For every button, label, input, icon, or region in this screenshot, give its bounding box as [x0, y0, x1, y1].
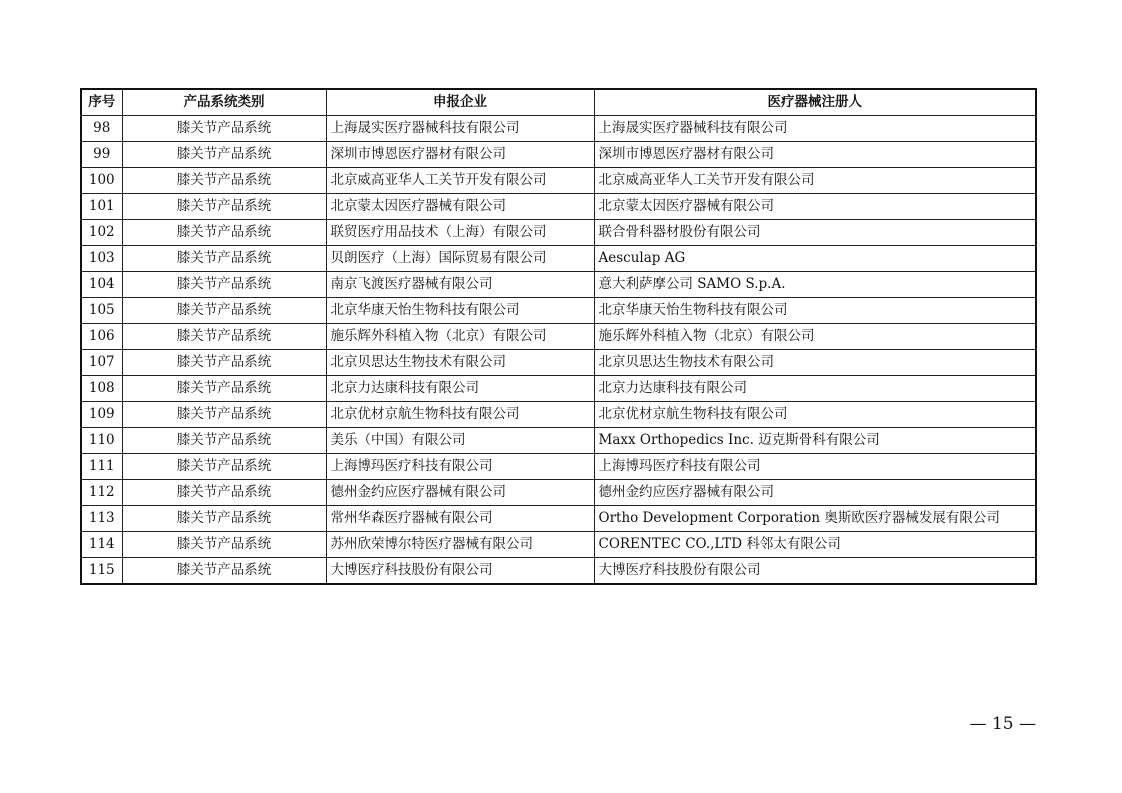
- serial-number-cell: 104: [81, 272, 122, 298]
- page-number: — 15 —: [969, 714, 1036, 734]
- serial-number-cell: 115: [81, 558, 122, 585]
- applicant-enterprise-cell: 德州金约应医疗器械有限公司: [326, 480, 594, 506]
- serial-number-cell: 102: [81, 220, 122, 246]
- header-row: [81, 89, 1036, 116]
- product-category-cell: 膝关节产品系统: [122, 220, 326, 246]
- serial-number-cell: 105: [81, 298, 122, 324]
- applicant-enterprise-cell: 北京优材京航生物科技有限公司: [326, 402, 594, 428]
- device-registrant-cell: 上海晟实医疗器械科技有限公司: [594, 116, 1036, 142]
- header-serial-number: 序号: [81, 89, 122, 116]
- applicant-enterprise-cell: 上海晟实医疗器械科技有限公司: [326, 116, 594, 142]
- applicant-enterprise-cell: 大博医疗科技股份有限公司: [326, 558, 594, 585]
- applicant-enterprise-cell: 施乐辉外科植入物（北京）有限公司: [326, 324, 594, 350]
- device-registrant-cell: 北京威高亚华人工关节开发有限公司: [594, 168, 1036, 194]
- table-row: [81, 272, 1036, 298]
- applicant-enterprise-cell: 深圳市博恩医疗器材有限公司: [326, 142, 594, 168]
- device-registrant-cell: 联合骨科器材股份有限公司: [594, 220, 1036, 246]
- product-category-cell: 膝关节产品系统: [122, 402, 326, 428]
- table-row: [81, 558, 1036, 585]
- applicant-enterprise-cell: 上海博玛医疗科技有限公司: [326, 454, 594, 480]
- serial-number-cell: 114: [81, 532, 122, 558]
- table-row: [81, 402, 1036, 428]
- serial-number-cell: 103: [81, 246, 122, 272]
- applicant-enterprise-cell: 北京蒙太因医疗器械有限公司: [326, 194, 594, 220]
- table-row: [81, 246, 1036, 272]
- applicant-enterprise-cell: 联贸医疗用品技术（上海）有限公司: [326, 220, 594, 246]
- table-row: [81, 298, 1036, 324]
- product-category-cell: 膝关节产品系统: [122, 298, 326, 324]
- product-category-cell: 膝关节产品系统: [122, 376, 326, 402]
- device-registrant-cell: 德州金约应医疗器械有限公司: [594, 480, 1036, 506]
- serial-number-cell: 107: [81, 350, 122, 376]
- applicant-enterprise-cell: 美乐（中国）有限公司: [326, 428, 594, 454]
- applicant-enterprise-cell: 北京力达康科技有限公司: [326, 376, 594, 402]
- device-registrant-cell: 大博医疗科技股份有限公司: [594, 558, 1036, 585]
- device-registrant-cell: 深圳市博恩医疗器材有限公司: [594, 142, 1036, 168]
- device-registrant-cell: 北京贝思达生物技术有限公司: [594, 350, 1036, 376]
- serial-number-cell: 99: [81, 142, 122, 168]
- table-row: [81, 376, 1036, 402]
- device-registrant-cell: Ortho Development Corporation 奥斯欧医疗器械发展有限公司: [594, 506, 1036, 532]
- table-row: [81, 194, 1036, 220]
- serial-number-cell: 108: [81, 376, 122, 402]
- header-device-registrant: 医疗器械注册人: [594, 89, 1036, 116]
- product-category-cell: 膝关节产品系统: [122, 558, 326, 585]
- table-row: [81, 532, 1036, 558]
- serial-number-cell: 100: [81, 168, 122, 194]
- device-registrant-cell: 北京力达康科技有限公司: [594, 376, 1036, 402]
- applicant-enterprise-cell: 南京飞渡医疗器械有限公司: [326, 272, 594, 298]
- serial-number-cell: 101: [81, 194, 122, 220]
- registration-table: [80, 88, 1037, 585]
- serial-number-cell: 110: [81, 428, 122, 454]
- product-category-cell: 膝关节产品系统: [122, 246, 326, 272]
- serial-number-cell: 98: [81, 116, 122, 142]
- table-row: [81, 116, 1036, 142]
- product-category-cell: 膝关节产品系统: [122, 116, 326, 142]
- applicant-enterprise-cell: 北京华康天怡生物科技有限公司: [326, 298, 594, 324]
- product-category-cell: 膝关节产品系统: [122, 272, 326, 298]
- device-registrant-cell: Maxx Orthopedics Inc. 迈克斯骨科有限公司: [594, 428, 1036, 454]
- serial-number-cell: 112: [81, 480, 122, 506]
- applicant-enterprise-cell: 北京贝思达生物技术有限公司: [326, 350, 594, 376]
- serial-number-cell: 109: [81, 402, 122, 428]
- table-row: [81, 454, 1036, 480]
- applicant-enterprise-cell: 常州华森医疗器械有限公司: [326, 506, 594, 532]
- table-row: [81, 324, 1036, 350]
- product-category-cell: 膝关节产品系统: [122, 506, 326, 532]
- device-registrant-cell: Aesculap AG: [594, 246, 1036, 272]
- device-registrant-cell: 上海博玛医疗科技有限公司: [594, 454, 1036, 480]
- product-category-cell: 膝关节产品系统: [122, 324, 326, 350]
- product-category-cell: 膝关节产品系统: [122, 350, 326, 376]
- product-category-cell: 膝关节产品系统: [122, 480, 326, 506]
- device-registrant-cell: 意大利萨摩公司 SAMO S.p.A.: [594, 272, 1036, 298]
- applicant-enterprise-cell: 贝朗医疗（上海）国际贸易有限公司: [326, 246, 594, 272]
- table-row: [81, 428, 1036, 454]
- applicant-enterprise-cell: 北京威高亚华人工关节开发有限公司: [326, 168, 594, 194]
- device-registrant-cell: 北京华康天怡生物科技有限公司: [594, 298, 1036, 324]
- table-header: [81, 89, 1036, 116]
- product-category-cell: 膝关节产品系统: [122, 454, 326, 480]
- product-category-cell: 膝关节产品系统: [122, 532, 326, 558]
- product-category-cell: 膝关节产品系统: [122, 194, 326, 220]
- serial-number-cell: 113: [81, 506, 122, 532]
- table-row: [81, 350, 1036, 376]
- serial-number-cell: 106: [81, 324, 122, 350]
- table-row: [81, 168, 1036, 194]
- device-registrant-cell: 施乐辉外科植入物（北京）有限公司: [594, 324, 1036, 350]
- header-applicant-enterprise: 申报企业: [326, 89, 594, 116]
- product-category-cell: 膝关节产品系统: [122, 428, 326, 454]
- serial-number-cell: 111: [81, 454, 122, 480]
- product-category-cell: 膝关节产品系统: [122, 168, 326, 194]
- product-category-cell: 膝关节产品系统: [122, 142, 326, 168]
- table-row: [81, 220, 1036, 246]
- device-registrant-cell: 北京蒙太因医疗器械有限公司: [594, 194, 1036, 220]
- table-row: [81, 142, 1036, 168]
- applicant-enterprise-cell: 苏州欣荣博尔特医疗器械有限公司: [326, 532, 594, 558]
- table-row: [81, 506, 1036, 532]
- device-registrant-cell: 北京优材京航生物科技有限公司: [594, 402, 1036, 428]
- header-product-category: 产品系统类别: [122, 89, 326, 116]
- table-row: [81, 480, 1036, 506]
- device-registrant-cell: CORENTEC CO.,LTD 科邻太有限公司: [594, 532, 1036, 558]
- table-body: [81, 116, 1036, 585]
